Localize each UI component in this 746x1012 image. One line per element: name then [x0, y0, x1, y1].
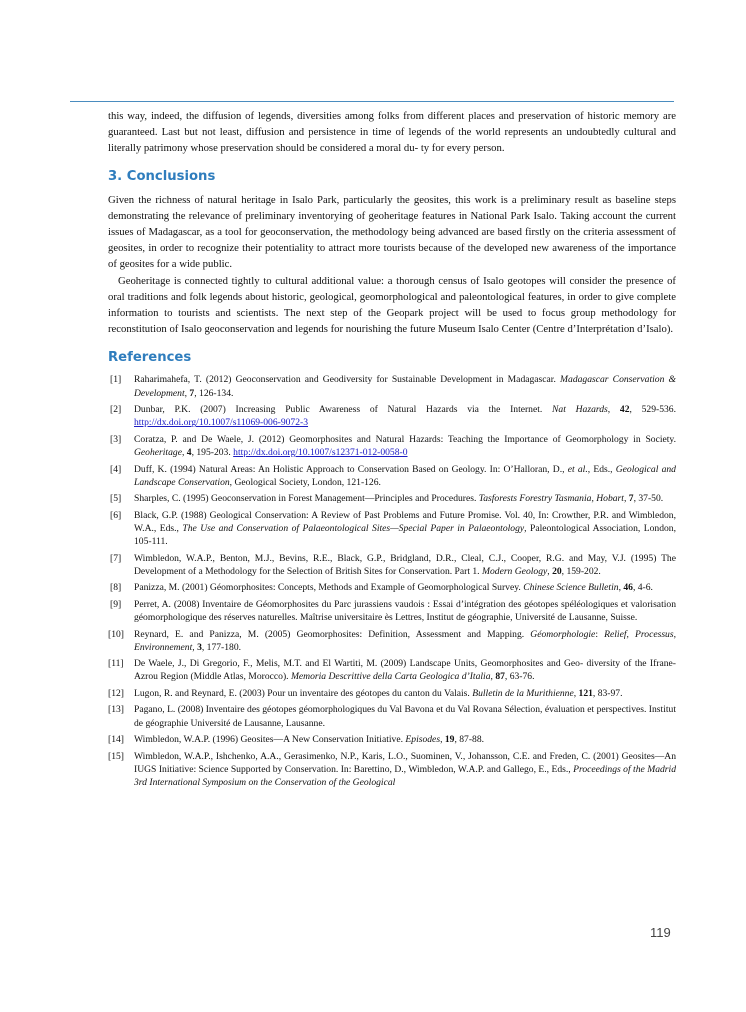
reference-item: [9] Perret, A. (2008) Inventaire de Géomorphosites du Parc jurassiens vaudois : Essai d’intégration des géotopes spéléologiques et valorisation géomorphologique des réserves naturelles. Maîtrise universitaire ès Lettres, Institut de géographie, Université de Lausanne, Suisse. [110, 598, 676, 624]
doi-link[interactable]: http://dx.doi.org/10.1007/s11069-006-9072-3 [134, 417, 309, 429]
reference-item: [7] Wimbledon, W.A.P., Benton, M.J., Bevins, R.E., Black, G.P., Bridgland, D.R., Cleal, C.J., Cooper, R.G. and May, V.J. (1995) The Development of a Methodology for the Selection of British Sites for Conservation. Part 1. Modern Geology, 20, 159-202. [110, 552, 676, 577]
reference-item: [11] De Waele, J., Di Gregorio, F., Melis, M.T. and El Wartiti, M. (2009) Landscape Units, Geomorphosites and Geo- diversity of the Ifrane-Azrou Region (Middle Atlas, Morocco). Memoria Descrittive della Carta Geologica d’Italia, 87, 63-76. [108, 658, 676, 683]
reference-item: [14] Wimbledon, W.A.P. (1996) Geosites—A New Conservation Initiative. Episodes, 19, 87-88. [108, 734, 485, 746]
intro-paragraph: this way, indeed, the diffusion of legends, diversities among folks from different places and preservation of historic memory are guaranteed. Last but not least, diffusion and persistence in time of legends of the world represents an undoubtedly cultural and literally patrimony whose preservation should be considered a moral du- ty for every person. [108, 110, 676, 155]
reference-item: [2] Dunbar, P.K. (2007) Increasing Public Awareness of Natural Hazards via the Internet. Nat Hazards, 42, 529-536. http://dx.doi.org/10.1007/s11069-006-9072-3 [110, 404, 676, 429]
reference-item: [5] Sharples, C. (1995) Geoconservation in Forest Management—Principles and Procedures. Tasforests Forestry Tasmania, Hobart, 7, 37-50. [110, 493, 664, 505]
reference-item: [15] Wimbledon, W.A.P., Ishchenko, A.A., Gerasimenko, N.P., Karis, L.O., Suominen, V., Johansson, C.E. and Freden, C. (2001) Geosites—An IUGS Initiative: Science Supported by Conservation. In: Barettino, D., Wimbledon, W.A.P. and Gallego, E., Eds., Proceedings of the Madrid 3rd International Symposium on the Conservation of the Geological [108, 750, 676, 789]
reference-item: [1] Raharimahefa, T. (2012) Geoconservation and Geodiversity for Sustainable Development in Madagascar. Madagascar Conservation & Development, 7, 126-134. [110, 374, 676, 399]
reference-item: [4] Duff, K. (1994) Natural Areas: An Holistic Approach to Conservation Based on Geology. In: O’Halloran, D., et al., Eds., Geological and Landscape Conservation, Geological Society, London, 121-126. [110, 463, 676, 488]
conclusions-paragraph-2: Geoheritage is connected tightly to cultural additional value: a thorough census of Isalo geotopes will consider the presence of oral traditions and folk legends about historic, geological, geomorphological and paleontological features, in order to give complete information to tourists and scientists. The next step of the Geopark project will be used to focus group methodology for reconstitution of Isalo geoconservation and legends for nourishing the future Museum Isalo Center (Centre d’Interprétation d’Isalo). [108, 274, 676, 336]
reference-item: [8] Panizza, M. (2001) Géomorphosites: Concepts, Methods and Example of Geomorphological Survey. Chinese Science Bulletin, 46, 4-6. [110, 582, 653, 594]
conclusions-heading: 3. Conclusions [108, 168, 216, 184]
reference-item: [13] Pagano, L. (2008) Inventaire des géotopes géomorphologiques du Val Bavona et du Val Rovana Sélection, évaluation et perspectives. Institut de géographie Université de Lausanne, Lausanne. [108, 704, 676, 729]
reference-item: [10] Reynard, E. and Panizza, M. (2005) Geomorphosites: Definition, Assessment and Mapping. Géomorphologie: Relief, Processus, Environnement, 3, 177-180. [108, 628, 676, 653]
doi-link[interactable]: http://dx.doi.org/10.1007/s12371-012-0058-0 [233, 447, 408, 459]
references-heading: References [108, 350, 192, 366]
conclusions-paragraph-1: Given the richness of natural heritage in Isalo Park, particularly the geosites, this work is a preliminary result as baseline steps demonstrating the relevance of preliminary inventorying of geoheritage features in National Park Isalo. Taking account the current issues of Madagascar, as a tool for geoconservation, the methodology being advanced are based firstly on the criteria assessment of geosites, in order to recognize their potentiality to attract more tourists because of the developed new awareness of the importance of geosites for a wide public. [108, 193, 676, 271]
reference-list [108, 373, 676, 789]
reference-item: [3] Coratza, P. and De Waele, J. (2012) Geomorphosites and Natural Hazards: Teaching the Importance of Geomorphology in Society. Geoheritage, 4, 195-203. http://dx.doi.org/10.1007/s12371-012-0058-0 [110, 433, 676, 459]
page-number: 119 [650, 925, 671, 940]
reference-item: [12] Lugon, R. and Reynard, E. (2003) Pour un inventaire des géotopes du canton du Valais. Bulletin de la Murithienne, 121, 83-97. [108, 687, 623, 699]
reference-item: [6] Black, G.P. (1988) Geological Conservation: A Review of Past Problems and Future Promise. Vol. 40, In: Crowther, P.R. and Wimbledon, W.A., Eds., The Use and Conservation of Palaeontological Sites—Special Paper in Palaeontology, Paleontological Association, London, 105-111. [110, 509, 676, 548]
page-content [108, 108, 676, 793]
header-rule [70, 101, 674, 102]
